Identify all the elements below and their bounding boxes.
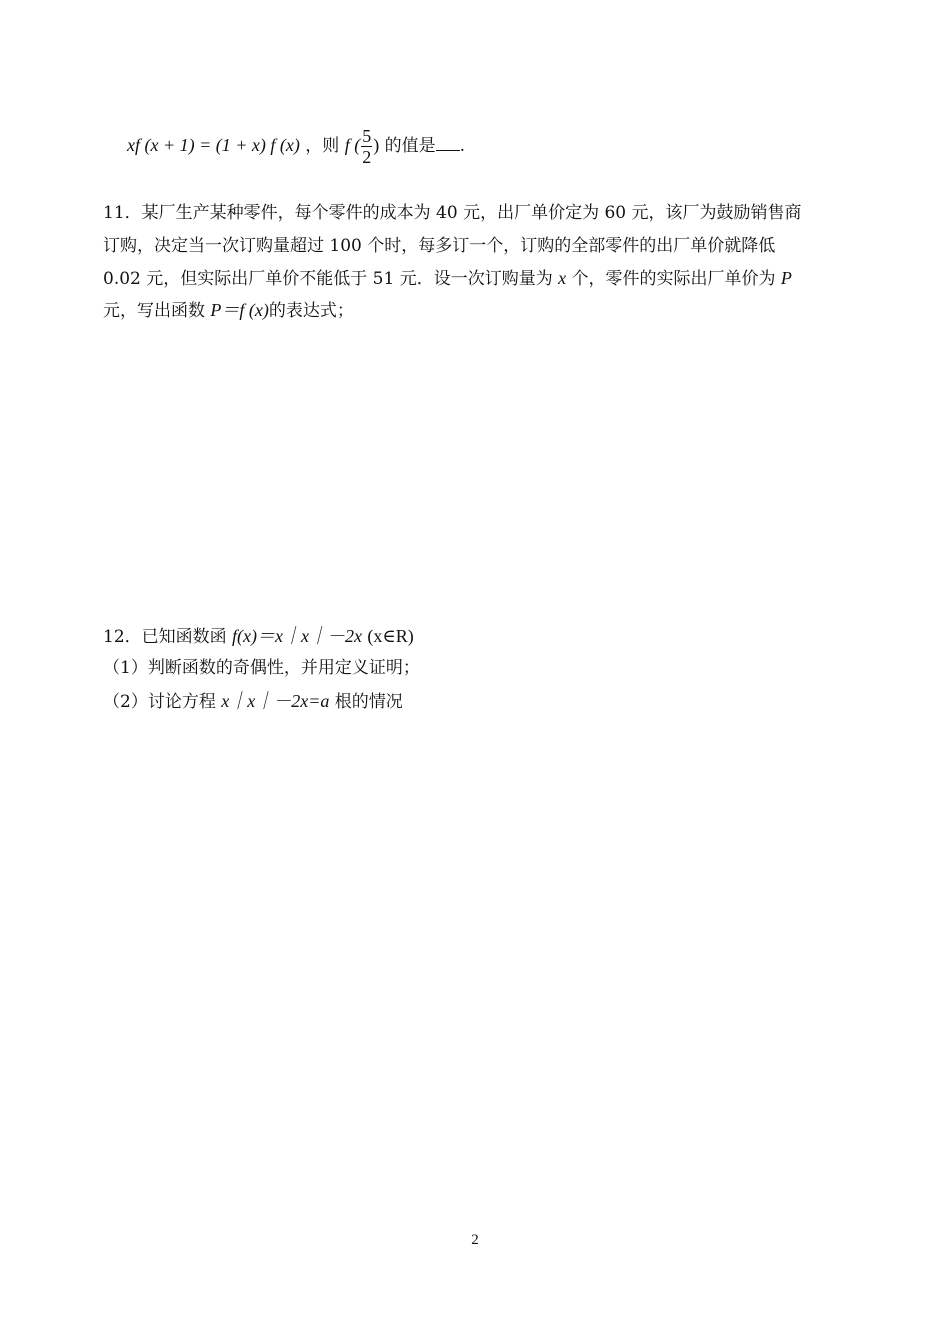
q10-lhs: xf (x + 1) = (1 + x) f (x) [127,135,300,155]
q11-line-3-b: 个，零件的实际出厂单价为 [571,269,776,289]
q10-frac-den: 2 [362,147,372,167]
q12-part-2-b: 根的情况 [334,692,403,712]
q12-part-2-a: （2）讨论方程 [103,692,216,712]
q10-f-open: f ( [344,135,361,155]
q10-fraction [361,126,372,167]
page-number: 2 [471,1232,479,1248]
q12-part-2-expr: x｜x｜－2x=a [221,691,330,711]
q10-mid: ，则 [305,136,340,156]
q10-f-close: ) [373,135,380,155]
q11-var-p: P [780,268,792,288]
q11-line-3 [103,267,792,290]
q11-line-2: 订购，决定当一次订购量超过 100 个时，每多订一个，订购的全部零件的出厂单价就降低 [103,236,776,256]
q12-line-1-a: 12．已知函数函 [103,627,227,647]
q11-line-4 [103,299,354,322]
q10-equation-line [127,120,465,171]
q11-line-4-b: 的表达式； [268,301,354,321]
q12-domain: (x∈R) [367,626,414,646]
q11-line-3-a: 0.02 元，但实际出厂单价不能低于 51 元．设一次订购量为 [103,269,553,289]
q10-answer-blank [436,134,460,151]
q11-var-x: x [558,268,567,288]
q12-line-1 [103,625,414,648]
q10-frac-num: 5 [362,126,372,146]
q11-line-4-a: 元，写出函数 [103,301,205,321]
q11-expr: P＝f (x) [210,300,269,320]
q10-end: . [459,136,465,156]
q12-part-1: （1）判断函数的奇偶性，并用定义证明； [103,658,420,678]
q12-part-2 [103,690,403,713]
q10-tail: 的值是 [384,136,436,156]
q11-line-1: 11．某厂生产某种零件，每个零件的成本为 40 元，出厂单价定为 60 元，该厂为鼓励销售商 [103,203,802,223]
q12-expr: f(x)＝x｜x｜－2x [232,626,362,646]
